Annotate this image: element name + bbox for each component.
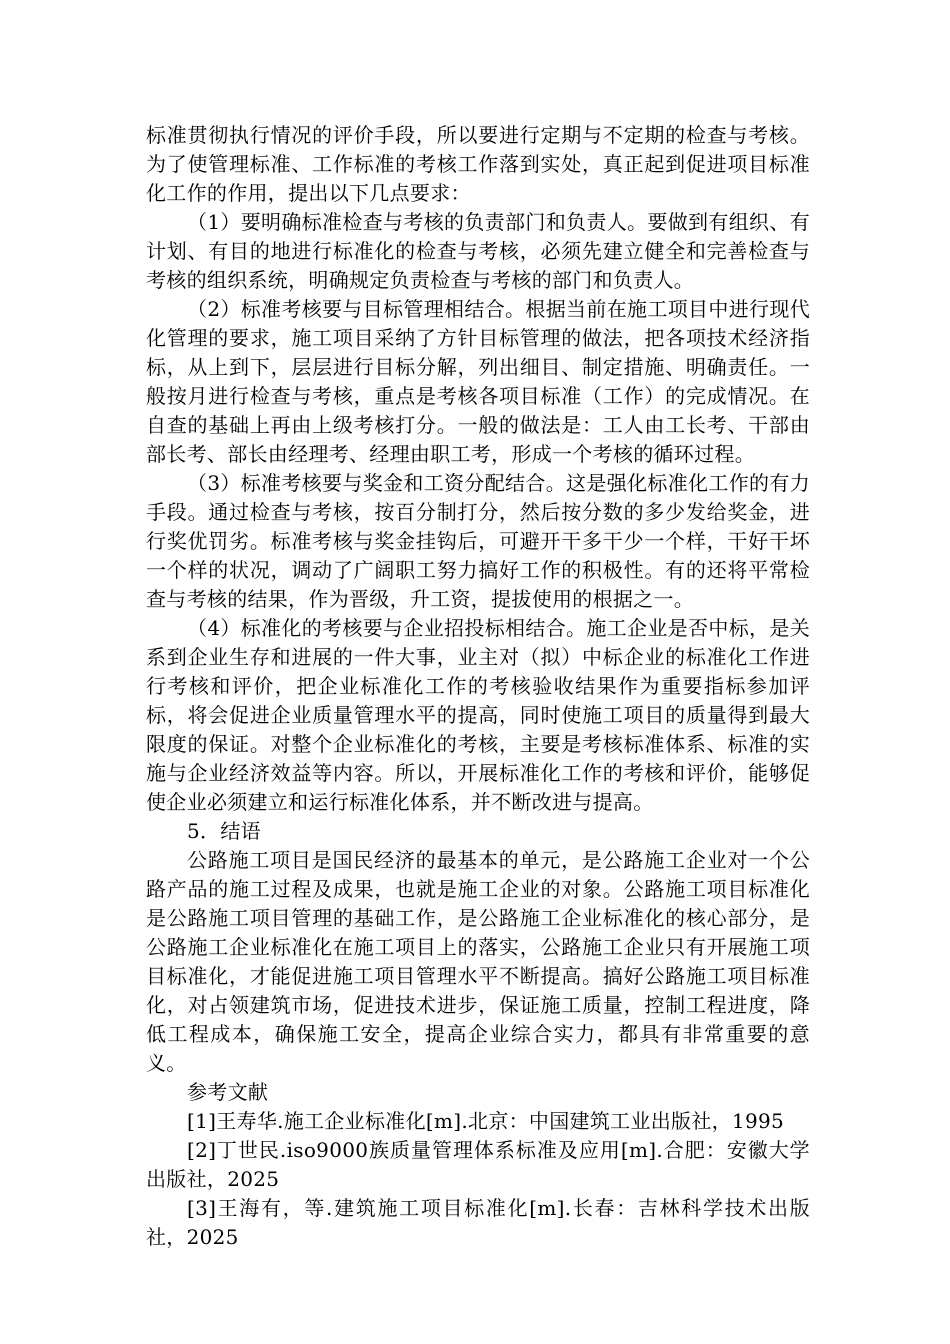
paragraph-requirement-3: （3）标准考核要与奖金和工资分配结合。这是强化标准化工作的有力手段。通过检查与考核，按百分制打分，然后按分数的多少发给奖金，进行奖优罚劣。标准考核与奖金挂钩后，可避开干多干少一个样，干好干坏一个样的状况，调动了广阔职工努力搞好工作的积极性。有的还将平常检查与考核的结果，作为晋级，升工资，提拔使用的根据之一。	[146, 471, 810, 611]
reference-item-3: [3]王海有，等.建筑施工项目标准化[m].长春：吉林科学技术出版社，2025	[146, 1196, 810, 1249]
reference-item-1: [1]王寿华.施工企业标准化[m].北京：中国建筑工业出版社，1995	[187, 1109, 785, 1133]
paragraph-intro: 标准贯彻执行情况的评价手段，所以要进行定期与不定期的检查与考核。为了使管理标准、工作标准的考核工作落到实处，真正起到促进项目标准化工作的作用，提出以下几点要求：	[146, 123, 810, 205]
paragraph-conclusion: 公路施工项目是国民经济的最基本的单元，是公路施工企业对一个公路产品的施工过程及成果，也就是施工企业的对象。公路施工项目标准化是公路施工项目管理的基础工作，是公路施工企业标准化的核心部分，是公路施工企业标准化在施工项目上的落实，公路施工企业只有开展施工项目标准化，才能促进施工项目管理水平不断提高。搞好公路施工项目标准化，对占领建筑市场，促进技术进步，保证施工质量，控制工程进度，降低工程成本，确保施工安全，提高企业综合实力，都具有非常重要的意义。	[146, 848, 810, 1075]
paragraph-requirement-1: （1）要明确标准检查与考核的负责部门和负责人。要做到有组织、有计划、有目的地进行标准化的检查与考核，必须先建立健全和完善检查与考核的组织系统，明确规定负责检查与考核的部门和负责人。	[146, 210, 810, 292]
section-heading-conclusion: 5．结语	[187, 819, 261, 843]
document-body	[146, 121, 810, 1252]
reference-item-2: [2]丁世民.iso9000族质量管理体系标准及应用[m].合肥：安徽大学出版社，2025	[146, 1138, 810, 1191]
section-heading-references: 参考文献	[187, 1080, 269, 1104]
paragraph-requirement-2: （2）标准考核要与目标管理相结合。根据当前在施工项目中进行现代化管理的要求，施工项目采纳了方针目标管理的做法，把各项技术经济指标，从上到下，层层进行目标分解，列出细目、制定措施、明确责任。一般按月进行检查与考核，重点是考核各项目标准（工作）的完成情况。在自查的基础上再由上级考核打分。一般的做法是：工人由工长考、干部由部长考、部长由经理考、经理由职工考，形成一个考核的循环过程。	[146, 297, 810, 466]
paragraph-requirement-4: （4）标准化的考核要与企业招投标相结合。施工企业是否中标，是关系到企业生存和进展的一件大事，业主对（拟）中标企业的标准化工作进行考核和评价，把企业标准化工作的考核验收结果作为重要指标参加评标，将会促进企业质量管理水平的提高，同时使施工项目的质量得到最大限度的保证。对整个企业标准化的考核，主要是考核标准体系、标准的实施与企业经济效益等内容。所以，开展标准化工作的考核和评价，能够促使企业必须建立和运行标准化体系，并不断改进与提高。	[146, 616, 810, 814]
